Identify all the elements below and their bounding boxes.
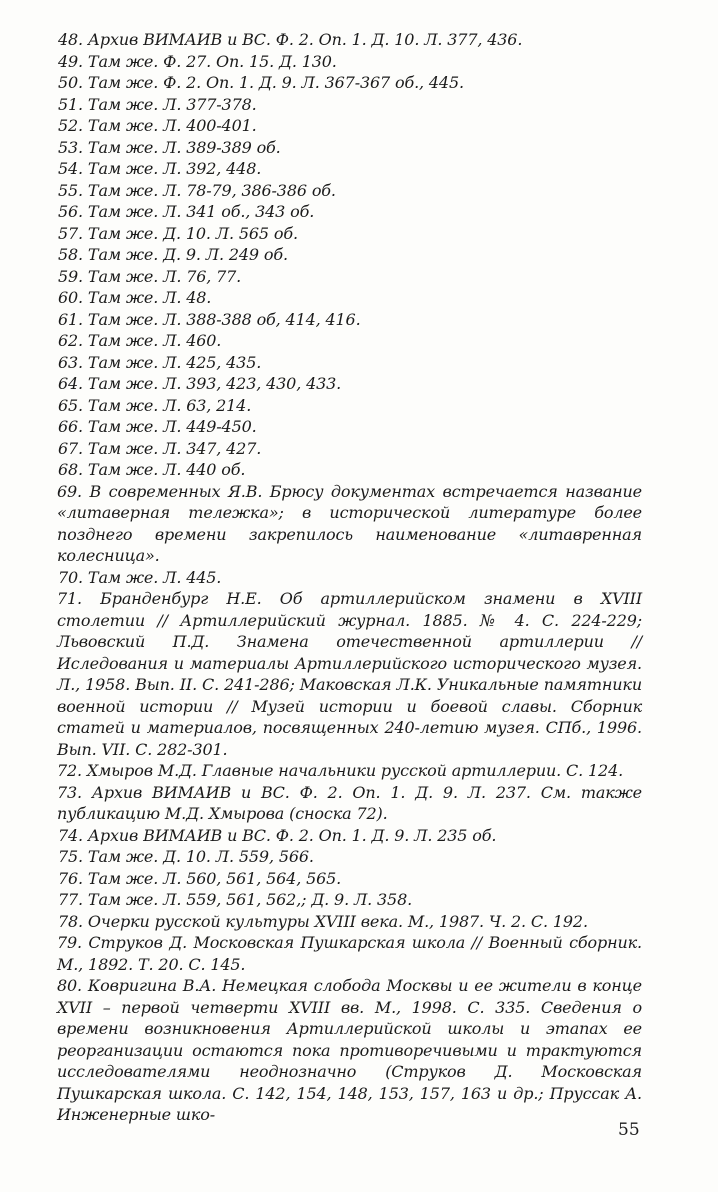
footnote-65: 65. Там же. Л. 63, 214.	[58, 395, 252, 415]
footnote-73: 73. Архив ВИМАИВ и ВС. Ф. 2. Оп. 1. Д. 9. Л. 237. См. также публикацию М.Д. Хмырова (сноска 72).	[57, 782, 642, 823]
footnote-67: 67. Там же. Л. 347, 427.	[58, 438, 262, 458]
footnote-66: 66. Там же. Л. 449-450.	[58, 417, 257, 436]
footnote-54: 54. Там же. Л. 392, 448.	[58, 159, 262, 178]
footnote-57: 57. Там же. Д. 10. Л. 565 об.	[58, 223, 298, 243]
page-number: 55	[618, 1120, 640, 1140]
footnote-58: 58. Там же. Д. 9. Л. 249 об.	[58, 245, 288, 264]
footnote-77: 77. Там же. Л. 559, 561, 562,; Д. 9. Л. 358.	[58, 890, 413, 909]
footnote-64: 64. Там же. Л. 393, 423, 430, 433.	[58, 374, 342, 393]
footnote-78: 78. Очерки русской культуры XVIII века. М., 1987. Ч. 2. С. 192.	[58, 911, 588, 931]
footnote-49: 49. Там же. Ф. 27. Оп. 15. Д. 130.	[58, 51, 337, 71]
footnote-70: 70. Там же. Л. 445.	[58, 567, 222, 587]
footnote-68: 68. Там же. Л. 440 об.	[58, 460, 246, 479]
footnote-52: 52. Там же. Л. 400-401.	[58, 116, 257, 135]
footnote-76: 76. Там же. Л. 560, 561, 564, 565.	[58, 868, 342, 888]
footnote-75: 75. Там же. Д. 10. Л. 559, 566.	[58, 847, 314, 866]
footnote-50: 50. Там же. Ф. 2. Оп. 1. Д. 9. Л. 367-367 об., 445.	[58, 73, 464, 92]
footnote-71: 71. Бранденбург Н.Е. Об артиллерийском знамени в XVIII столетии // Артиллерийский журнал. 1885. № 4. С. 224-229; Львовский П.Д. Знамена отечественной артиллерии // Иследования и материалы Артиллерийского исторического музея. Л., 1958. Вып. II. С. 241-286; Маковская Л.К. Уникальные памятники военной истории // Музей истории и боевой славы. Сборник статей и материалов, посвященных 240-летию музея. СПб., 1996. Вып. VII. С. 282-301.	[57, 589, 642, 759]
footnote-56: 56. Там же. Л. 341 об., 343 об.	[58, 202, 315, 221]
footnotes-list	[57, 29, 642, 1126]
footnote-61: 61. Там же. Л. 388-388 об, 414, 416.	[58, 309, 361, 329]
footnote-55: 55. Там же. Л. 78-79, 386-386 об.	[58, 180, 336, 200]
footnote-79: 79. Струков Д. Московская Пушкарская школа // Военный сборник. М., 1892. Т. 20. С. 145.	[57, 933, 642, 974]
footnote-80: 80. Ковригина В.А. Немецкая слобода Москвы и ее жители в конце XVII – первой четверти XVIII вв. М., 1998. С. 335. Сведения о времени возникновения Артиллерийской школы и этапах ее реорганизации остаются пока противоречивыми и трактуются исследователями неоднозначно (Струков Д. Московская Пушкарская школа. С. 142, 154, 148, 153, 157, 163 и др.; Пруссак А. Инженерные шко-	[57, 976, 642, 1124]
footnote-59: 59. Там же. Л. 76, 77.	[58, 266, 242, 286]
footnote-63: 63. Там же. Л. 425, 435.	[58, 352, 262, 372]
footnote-69: 69. В современных Я.В. Брюсу документах встречается название «литаверная тележка»; в исторической литературе более позднего времени закрепилось наименование «литавренная колесница».	[57, 481, 642, 565]
footnote-51: 51. Там же. Л. 377-378.	[58, 94, 257, 114]
footnote-60: 60. Там же. Л. 48.	[58, 288, 212, 307]
footnote-72: 72. Хмыров М.Д. Главные начальники русской артиллерии. С. 124.	[57, 761, 624, 780]
footnote-53: 53. Там же. Л. 389-389 об.	[58, 137, 281, 157]
footnote-62: 62. Там же. Л. 460.	[58, 331, 222, 350]
footnote-74: 74. Архив ВИМАИВ и ВС. Ф. 2. Оп. 1. Д. 9. Л. 235 об.	[58, 825, 497, 845]
footnote-48: 48. Архив ВИМАИВ и ВС. Ф. 2. Оп. 1. Д. 10. Л. 377, 436.	[58, 30, 523, 49]
